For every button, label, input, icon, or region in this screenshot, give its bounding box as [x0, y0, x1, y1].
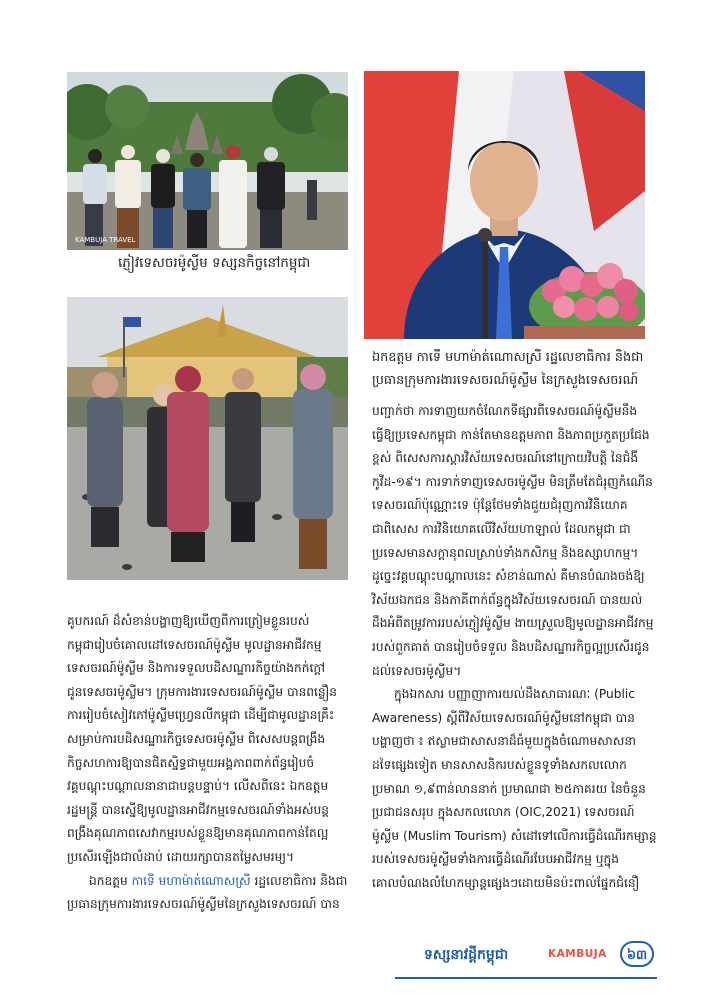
- text-line: វគ្គបណ្តុះបណ្តាលនានាជាបន្តបន្ទាប់។ លើសពីនេះ ឯកឧត្តម: [67, 779, 329, 794]
- text-line: ដល់ទេសចរម៉ូស្លីម។: [372, 663, 462, 678]
- magazine-brand: KAMBUJA: [548, 948, 607, 960]
- text-line: ដូច្នេះវគ្គបណ្តុះបណ្តាលនេះ សំខាន់ណាស់ គឺមានបំណងចង់ឱ្យ: [372, 569, 645, 584]
- photo2-caption: [372, 346, 672, 392]
- photo2-caption-line: ឯកឧត្តម កាទើ មហាម៉ាត់ណោសស្រី រដ្ឋលេខាធិការ និងជា: [372, 350, 644, 365]
- page-number: ៦៣: [620, 941, 654, 967]
- photo-tourists-angkor: [67, 72, 348, 250]
- text-line: ខ្ពស់ ពិសេសការស្តារវិស័យទេសចរណ៍នៅក្រោយវិបត្តិ នៃជំងឺ: [372, 451, 639, 466]
- text-line: កូវីដ-១៩។ ការទាក់ទាញទេសចរម៉ូស្លីម មិនត្រឹមតែជំរុញកំណើន: [372, 474, 653, 489]
- text-line: ម៉ូស្លីម (Muslim Tourism) សំដៅទៅលើការធ្វើដំណើរកម្សាន្ត: [372, 828, 657, 843]
- text-line: របស់ទេសចរម៉ូស្លីមទាំងការធ្វើដំណើរបែបអាជីវកម្ម ឬក្នុង: [372, 852, 619, 867]
- text-rest: រដ្ឋលេខាធិការ និងជា: [250, 873, 348, 888]
- text-line: វិស័យឯកជន និងភាគីពាក់ព័ន្ធក្នុងវិស័យទេសចរណ៍ បានយល់: [372, 592, 643, 607]
- text-line: ទេសចរណ៍ប៉ុណ្ណោះទេ ប៉ុន្តែថែមទាំងជួយជំរុញការវិនិយោគ: [372, 498, 628, 513]
- text-line: ជូនទេសចរម៉ូស្លីម។ ក្រុមការងារទេសចរណ៍ម៉ូស្លីម បានពន្លឿន: [67, 684, 338, 699]
- paragraph: [372, 683, 659, 707]
- text-line: បញ្ជាក់ថា ការទាញយកចំណែកទីផ្សារពីទេសចរណ៍ម៉ូស្លីមនឹង: [372, 404, 638, 418]
- photo-tourists-palace: [67, 297, 348, 580]
- text-line: ការរៀបចំសៀវភៅម៉ូស្លីមហ្វ្រេនលីកម្ពុជា ដើម្បីជាមូលដ្ឋានគ្រឹះ: [67, 708, 335, 723]
- magazine-title: ទស្សនាវដ្តីកម្ពុជា: [424, 947, 509, 963]
- footer-divider: [395, 977, 657, 979]
- text-line: ជាពិសេស ការវិនិយោគលើវិស័យហាឡាល់ ដែលកម្ពុជា ជា: [372, 521, 631, 536]
- text-line: ប្រមាណ ១,៩ពាន់លាននាក់ ប្រមាណជា ២៥ភាគរយ នៃចំនួន: [372, 781, 646, 796]
- right-column-text: [372, 400, 659, 895]
- text-line: Awareness) ស្តីពីវិស័យទេសចរណ៍ម៉ូស្លីមនៅកម្ពុជា បាន: [372, 710, 636, 725]
- paragraph: [67, 610, 349, 870]
- paragraph: [372, 400, 659, 683]
- text-line: ដទៃផ្សេងទៀត មានសាសនិករបស់ខ្លួនទូទាំងសកលលោក: [372, 757, 627, 772]
- text-prefix: ឯកឧត្តម: [89, 873, 132, 888]
- text-line: បង្ហាញថា ៖ ឥស្លាមជាសាសនាដ៏ធំមួយក្នុងចំណោមសាសនា: [372, 734, 636, 749]
- photo-official-portrait: [364, 71, 645, 339]
- photo1-caption: ភ្ញៀវទេសចរម៉ូស្លីម ទស្សនកិច្ចនៅកម្ពុជា: [118, 255, 311, 271]
- text-line: ប្រជាជនសរុប ក្នុងសកលលោក (OIC,2021) ទេសចរណ៍: [372, 805, 635, 820]
- photo2-caption-line: ប្រធានក្រុមការងារទេសចរណ៍ម៉ូស្លីម នៃក្រសួងទេសចរណ៍: [372, 373, 639, 388]
- paragraph: [372, 707, 659, 896]
- text-line: ប្រទេសមានសក្តានុពលស្រាប់ទាំងកសិកម្ម និងឧស្សាហកម្ម។: [372, 545, 639, 560]
- watermark-text: KAMBUJA TRAVEL: [75, 236, 136, 244]
- text-line: កម្ពុជារៀបចំគោលដៅទេសចរណ៍ម៉ូស្លីម មូលដ្ឋានអាជីវកម្ម: [67, 637, 322, 652]
- text-line: ធ្វើឱ្យប្រទេសកម្ពុជា កាន់តែមានឧត្តមភាព និងភាពប្រកួតប្រជែង: [372, 427, 650, 442]
- text-line: ពង្រឹងគុណភាពសេវាកម្មរបស់ខ្លួនឱ្យមានគុណភាពកាន់តែល្អ: [67, 826, 329, 841]
- official-name-highlight: កាទើ មហាម៉ាត់ណោសស្រី: [131, 873, 251, 888]
- text-line: រដ្ឋមន្ត្រី បានស្នើឱ្យមូលដ្ឋានអាជីវកម្មទេសចរណ៍ទាំងអស់បន្ត: [67, 802, 329, 817]
- text-line: គូបករណ៍ ដ៏សំខាន់បង្ហាញឱ្យឃើញពីការត្រៀមខ្លួនរបស់: [67, 614, 310, 628]
- text-line: របស់ពួកគាត់ បានរៀបចំទទួល និងបដិសណ្ឋារកិច្ចល្អប្រសើរជូន: [372, 639, 650, 654]
- paragraph: [67, 893, 349, 917]
- text-line: ក្នុងឯកសារ បញ្ញាញាការយល់ដឹងសាធារណៈ (Public: [394, 687, 635, 702]
- paragraph: [67, 870, 349, 894]
- text-line: កិច្ចសហការឱ្យបានជិតស្និទ្ធជាមួយអង្គភាពពាក់ព័ន្ធរៀបចំ: [67, 755, 315, 770]
- left-column-text: [67, 610, 349, 917]
- text-line: គោលបំណងលំហែកម្សាន្តផ្សេងៗដោយមិនប៉ះពាល់ផ្នែកជំនឿ: [372, 875, 640, 890]
- text-line: ប្រសើរឡើងជាលំដាប់ ដោយរក្សាបានតម្លៃសមរម្យ។: [67, 849, 295, 864]
- text-line: សម្រាប់ការបដិសណ្ឋារកិច្ចទេសចរម៉ូស្លីម ពិសេសបន្តពង្រឹង: [67, 731, 326, 746]
- text-line: ទេសចរណ៍ម៉ូស្លីម និងការទទួលបដិសណ្ឋារកិច្ចយ៉ាងកក់ក្តៅ: [67, 661, 325, 676]
- text-line: ដឹងអំពីតម្រូវការរបស់ភ្ញៀវម៉ូស្លីម ងាយស្រួលឱ្យមូលដ្ឋានអាជីវកម្ម: [372, 616, 654, 631]
- text-line: ប្រធានក្រុមការងារទេសចរណ៍ម៉ូស្លីមនៃក្រសួងទេសចរណ៍ បាន: [67, 897, 340, 912]
